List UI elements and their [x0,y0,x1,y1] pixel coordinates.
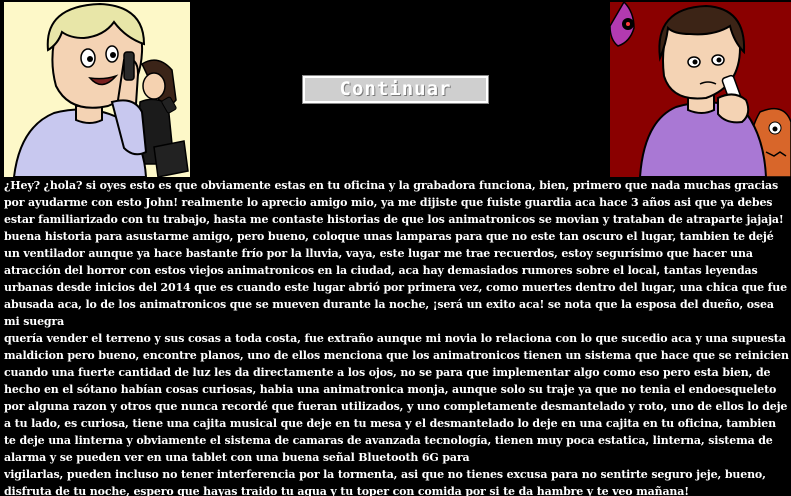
dialogue-paragraph: vigilarlas, pueden incluso no tener interferencia por la tormenta, asi que no tienes excusa para no sentirte seguro jeje, bueno, disfruta de tu noche, espero que hayas traido tu agua y tu toper con comida por si te da hambre y te veo mañana! [4,468,766,496]
brunette-on-phone-icon [610,2,791,177]
left-character-portrait [4,2,190,177]
continue-button[interactable]: Continuar [303,76,488,103]
dialogue-text [4,177,791,496]
dialogue-paragraph: ¿Hey? ¿hola? si oyes esto es que obviamente estas en tu oficina y la grabadora funciona, bien, primero que nada muchas gracias por ayudarme con esto John! realmente lo aprecio amigo mio, ya me dijiste que fuiste guardia aca hace 3 años asi que ya debes estar familiarizado con tu trabajo, hasta me contaste historias de que los animatronicos se movian y trataban de atraparte jajaja! buena historia para asustarme amigo, pero bueno, coloque unas lamparas para que no este tan oscuro el lugar, tambien te dejé un ventilador aunque ya hace bastante frío por la lluvia, vaya, este lugar me trae recuerdos, estoy segurísimo que hacer una atracción del horror con estos viejos animatronicos en la ciudad, aca hay demasiados rumores sobre el local, tantas leyendas urbanas desde inicios del 2014 que es cuando este lugar abrió por primera vez, como muertes dentro del lugar, una chica que fue abusada aca, lo de los animatronicos que se mueven durante la noche, ¡será un exito aca! se nota que la esposa del dueño, osea mi suegra [4,179,787,328]
guard-on-phone-icon [4,2,190,177]
dialogue-paragraph: quería vender el terreno y sus cosas a toda costa, fue extraño aunque mi novia lo relaciona con lo que sucedio aca y una supuesta maldicion pero bueno, encontre planos, uno de ellos menciona que los animatronicos tienen un sistema que hace que se reinicien cuando una fuerte cantidad de luz les da directamente a los ojos, no se para que implementar algo como eso pero esta bien, de hecho en el sótano habían cosas curiosas, habia una animatronica monja, aunque solo su traje ya que no tenia el endoesqueleto por alguna razon y otros que nunca recordé que fueran utilizados, y uno completamente desmantelado y roto, uno de ellos lo deje a tu lado, es curiosa, tiene una cajita musical que deje en tu mesa y el desmantelado lo deje en una cajita en tu oficina, tambien te deje una linterna y obviamente el sistema de camaras de avanzada tecnología, tienen muy poca estatica, linterna, sistema de alarma y se pueden ver en una tablet con una buena señal Bluetooth 6G para [4,332,789,464]
right-character-portrait [610,2,791,177]
